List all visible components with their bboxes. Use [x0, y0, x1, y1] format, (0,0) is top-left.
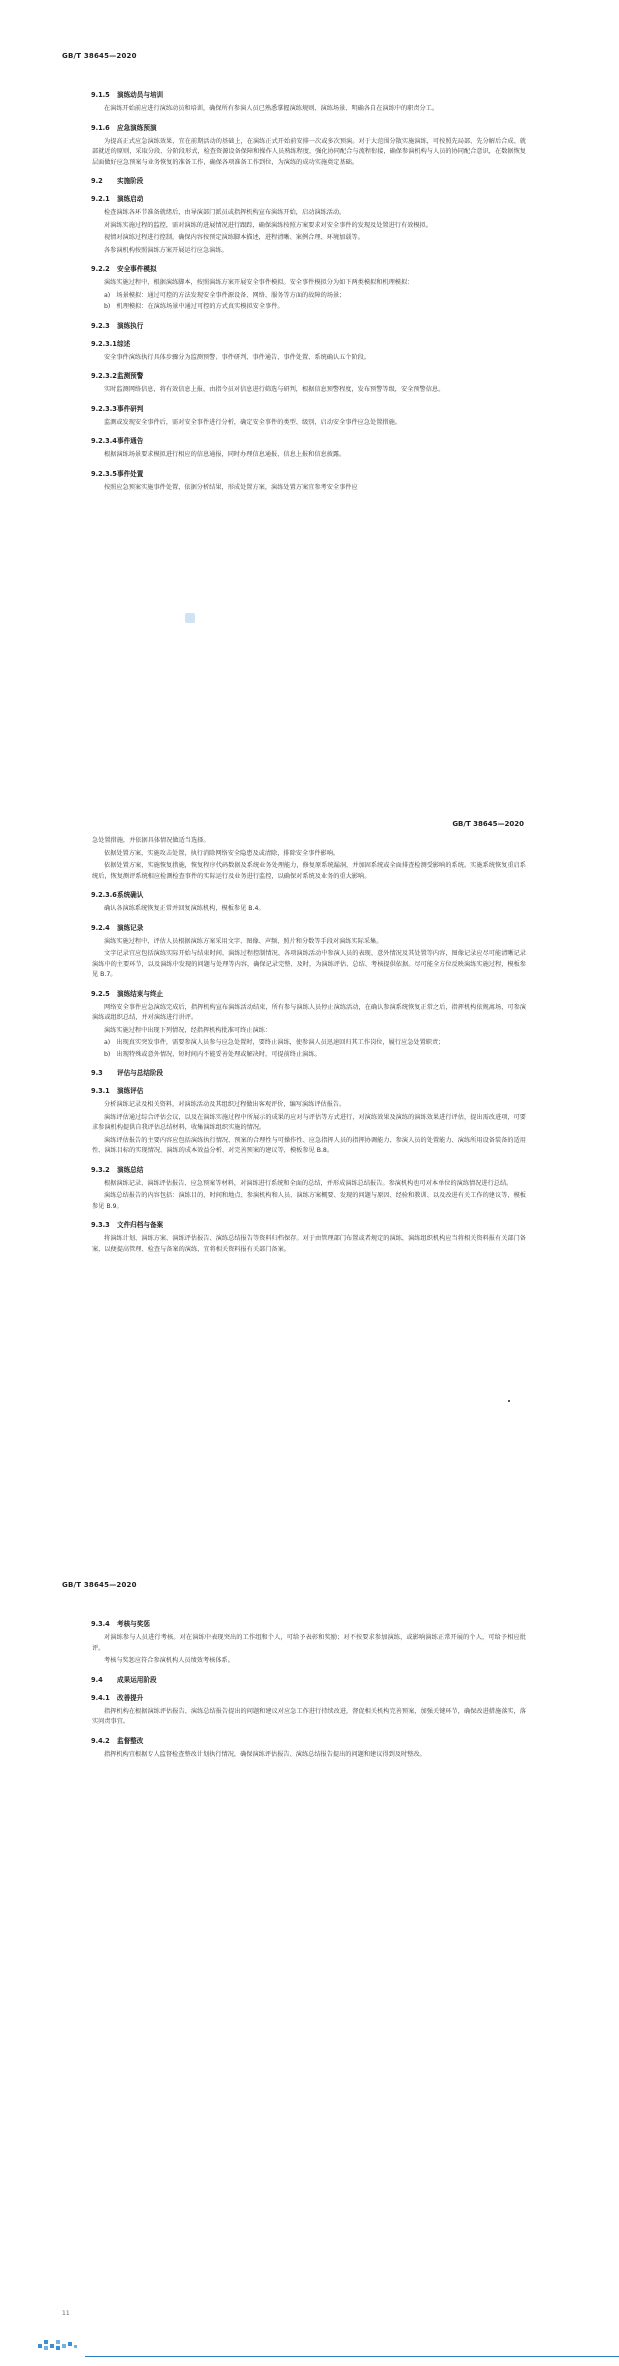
paragraph: 在演练开始前应进行演练动员和培训，确保所有参演人员已熟悉掌握演练规则、演练场景、明确各自在演练中的职责分工。 [104, 105, 439, 112]
section-number: 9.3.2 [91, 1165, 110, 1174]
paragraph: 分析演练记录及相关资料，对演练活动及其组织过程做出客观评价，编写演练评估报告。 [104, 1101, 346, 1108]
section-heading [91, 924, 526, 933]
section-title: 实施阶段 [117, 177, 144, 185]
section-heading [91, 322, 526, 331]
section-title: 文件归档与备案 [117, 1221, 164, 1229]
paragraph: 根据演练场景要求模拟进行相应的信息通报，同时办理信息通报、信息上报和信息披露。 [104, 451, 346, 458]
paragraph: 将演练计划、演练方案、演练评估报告、演练总结报告等资料归档保存。对于由管理部门布置或者规定的演练，演练组织机构应当将相关资料报有关部门备案，以便提高管理、检查与备案的演练，宜将相关资料报有关部门备案。 [92, 1235, 526, 1253]
section-heading [91, 1620, 526, 1629]
paragraph: 根据演练记录、演练评估报告、应急预案等材料，对演练进行系统和全面的总结，并形成演练总结报告。参演机构也可对本单位的演练情况进行总结。 [104, 1179, 513, 1187]
section-heading [91, 124, 526, 133]
list-item: b) 机理模拟：在演练场景中通过可控的方式真实模拟安全事件。 [104, 303, 284, 310]
watermark-mark [185, 613, 195, 623]
section-heading [91, 470, 526, 479]
section-title: 演练启动 [117, 195, 144, 203]
paragraph: 演练实施过程中，评估人员根据演练方案采用文字、图像、声频、照片和分数等手段对演练实际采集。 [104, 937, 383, 945]
paragraph: 检查演练各环节准备就绪后，由导演部门派员或指挥机构宣布演练开始，启动演练活动。 [104, 209, 346, 216]
paragraph: 为提高正式应急演练效果，宜在前期活动的基础上，在演练正式开始前安排一次或多次预演。对于大范围分散实施演练，可按照先局部、先分解后合成、就部就近的原则，采取分段、分阶段形式，检查资源设备保障和操作人员熟练程度，强化协同配合与流程衔接，确保参演机构与人员的协同配合意识，在数据恢复层面做好应急预案与业务恢复的准备工作，确保各项准备工作到位，为演练的成功实施奠定基础。 [92, 137, 526, 166]
publisher-logo [38, 2336, 84, 2356]
section-title: 演练记录 [117, 923, 144, 932]
section-number: 9.3.3 [91, 1221, 110, 1229]
section-title: 综述 [117, 339, 131, 348]
section-number: 9.4 [91, 1675, 103, 1684]
section-title: 事件研判 [117, 404, 144, 413]
page-header: GB/T 38645—2020 [62, 1581, 137, 1589]
section-number: 9.1.5 [91, 91, 110, 99]
section-number: 9.2.1 [91, 195, 110, 203]
paragraph: 指挥机构宜根据专人监督检查整改计划执行情况，确保演练评估报告、演练总结报告提出的问题和建议得到及时整改。 [104, 1750, 426, 1758]
section-title: 应急演练预演 [117, 123, 157, 132]
section-number: 9.4.1 [91, 1693, 110, 1702]
section-number: 9.2 [91, 177, 103, 185]
section-heading [91, 1087, 526, 1096]
page-1 [0, 0, 619, 760]
paragraph: 各参演机构按照演练方案开展运行应急演练。 [104, 246, 228, 254]
section-title: 监督整改 [117, 1736, 144, 1745]
section-heading [91, 372, 526, 381]
section-heading [91, 177, 526, 186]
page-2 [0, 790, 619, 1510]
list-item: a) 场景模拟：通过可控的方法发现安全事件源设备、网络、服务等方面的故障的场景； [104, 291, 346, 299]
section-title: 演练结束与终止 [117, 989, 164, 998]
paragraph: 安全事件演练执行具体步骤分为监测预警、事件研判、事件通告、事件处置、系统确认五个阶段。 [104, 353, 371, 361]
section-number: 9.1.6 [91, 123, 110, 132]
paragraph: 依据处置方案，实施恢复措施，恢复程序代码数据及系统业务处理能力，修复原系统漏洞，并加固系统或全面排查检测受影响的系统。实施系统恢复重启系统后，恢复测评系统相应检测检查事件的实际运行及业务进行监控，以确保对系统及业务的重大影响。 [92, 862, 526, 880]
section-title: 事件通告 [117, 437, 144, 445]
section-title: 演练总结 [117, 1165, 144, 1174]
paragraph: 演练评估通过综合评估会议，以及在演练实施过程中所展示的成果的应对与评估等方式进行，对演练效果及演练的演练效果进行评估，提出需改进项，可要求参演机构提供自我评估总结材料，收集演练组织实施的情况。 [92, 1113, 526, 1131]
section-heading [91, 195, 526, 204]
section-number: 9.4.2 [91, 1736, 110, 1745]
section-heading [91, 405, 526, 414]
section-title: 演练评估 [117, 1087, 144, 1095]
section-number: 9.2.3.6 [91, 891, 117, 899]
section-title: 演练动员与培训 [117, 91, 164, 99]
paragraph: 演练实施过程中出现下列情况，经指挥机构批准可终止演练： [104, 1026, 272, 1034]
footer-rule [85, 2356, 619, 2357]
page-mark [508, 1400, 510, 1402]
paragraph: 监测或发现安全事件后，需对安全事件进行分析，确定安全事件的类型、级别，启动安全事件应急处置措施。 [104, 418, 401, 426]
section-title: 系统确认 [117, 891, 144, 899]
section-title: 监测预警 [117, 372, 144, 380]
section-number: 9.3.1 [91, 1087, 110, 1095]
section-number: 9.2.2 [91, 265, 110, 273]
section-number: 9.2.3.1 [91, 339, 117, 348]
paragraph: 考核与奖惩应符合参演机构人员绩效考核体系。 [104, 1657, 234, 1664]
page-header: GB/T 38645—2020 [452, 820, 524, 828]
paragraph: 按照应急预案实施事件处置，依据分析结果，形成处置方案，演练处置方案宜参考安全事件应 [104, 483, 358, 491]
page-number: 11 [62, 2310, 70, 2317]
section-heading [91, 1676, 526, 1685]
paragraph: 指挥机构在根据演练评估报告、演练总结报告提出的问题和建议对应急工作进行持续改进，督促相关机构完善预案，加强关键环节，确保改进措施落实，落实问责事宜。 [92, 1707, 526, 1725]
paragraph: 对演练参与人员进行考核。对在演练中表现突出的工作组和个人，可给予表彰和奖励；对不按要求参加演练，或影响演练正常开展的个人，可给予相应批评。 [92, 1634, 526, 1652]
paragraph: 演练实施过程中，根据演练脚本，按照演练方案开展安全事件模拟。安全事件模拟分为如下两类模拟和机理模拟： [104, 279, 414, 286]
section-heading [91, 1694, 526, 1703]
paragraph: 演练评估报告的主要内容应包括演练执行情况、预案的合理性与可操作性、应急指挥人员的指挥协调能力、参演人员的处置能力、演练所用设备装备的适用性、演练目标的实现情况、演练的成本效益分析、对完善预案的建议等，模板参见 B.8。 [92, 1136, 526, 1154]
section-title: 成果运用阶段 [117, 1675, 157, 1684]
paragraph: 对演练实施过程的监控，需对演练的进展情况进行跟踪，确保演练按照方案要求对安全事件的发现及处置进行有效模拟。 [104, 221, 432, 229]
section-heading [91, 340, 526, 349]
section-number: 9.2.3 [91, 321, 110, 330]
section-number: 9.2.3.4 [91, 437, 117, 445]
section-heading [91, 1221, 526, 1230]
section-number: 9.3.4 [91, 1620, 110, 1628]
paragraph: 视情对演练过程进行控制，确保内容按预定演练脚本描述，进程清晰、案例合理、环境加载等。 [104, 234, 364, 241]
paragraph: 网络安全事件应急演练完成后，指挥机构宣布演练活动结束，所有参与演练人员停止演练活动，在确认参演系统恢复正常之后，指挥机构依规离场，可参演演练或组织总结，并对演练进行讲评。 [92, 1003, 526, 1021]
section-heading [91, 891, 526, 900]
section-title: 评估与总结阶段 [117, 1069, 164, 1077]
section-title: 事件处置 [117, 469, 144, 478]
section-number: 9.2.3.2 [91, 372, 117, 380]
section-heading [91, 265, 526, 274]
section-heading [91, 1737, 526, 1746]
section-title: 演练执行 [117, 321, 144, 330]
list-item: b) 出现特殊或意外情况，短时间内不能妥善处理或解决时，可提前终止演练。 [104, 1050, 321, 1058]
section-title: 改善提升 [117, 1693, 144, 1702]
section-number: 9.2.3.3 [91, 404, 117, 413]
page-body [92, 1611, 526, 1762]
section-heading [91, 437, 526, 446]
paragraph: 文字记录宜应包括演练实际开始与结束时间、演练过程控制情况、各项演练活动中参演人员的表现、意外情况及其处置等内容，图像记录应尽可能清晰记录演练中的主要环节，以及演练中发现的问题与处理等内容，确保记录完整、及时，为演练评估、总结、考核提供依据。尽可能全方位反映演练实施过程，模板参见 B.7。 [92, 950, 526, 978]
section-heading [91, 990, 526, 999]
page-body [92, 836, 526, 1257]
paragraph: 确认各演练系统恢复正常并回复演练机构，模板参见 B.4。 [104, 905, 265, 912]
section-number: 9.2.5 [91, 989, 110, 998]
section-heading [91, 1069, 526, 1078]
section-number: 9.2.4 [91, 923, 110, 932]
section-number: 9.3 [91, 1069, 103, 1077]
paragraph: 依据处置方案，实施攻击处置，执行消除网络安全隐患及或清除，排除安全事件影响。 [104, 849, 340, 857]
section-number: 9.2.3.5 [91, 469, 117, 478]
section-heading [91, 91, 526, 100]
paragraph-continuation: 急处置措施，并依据具体情况做适当选择。 [92, 837, 210, 844]
paragraph: 实时监测网络信息，将有效信息上报，由指令员对信息进行筛选与研判，根据信息预警程度，发布预警等级，安全预警信息。 [104, 386, 445, 393]
paragraph: 演练总结报告的内容包括：演练目的、时间和地点、参演机构和人员、演练方案概要、发现的问题与原因、经验和教训、以及改进有关工作的建议等，模板参见 B.9。 [92, 1192, 526, 1210]
page-body [92, 82, 526, 495]
list-item: a) 出现真实突发事件，需要参演人员参与应急处置时，要终止演练，使参演人员迅速回归其工作岗位，履行应急处置职责； [104, 1039, 445, 1046]
section-title: 考核与奖惩 [117, 1620, 150, 1628]
page-3 [0, 1545, 619, 2366]
section-heading [91, 1166, 526, 1175]
page-header: GB/T 38645—2020 [62, 52, 137, 60]
section-title: 安全事件模拟 [117, 265, 157, 273]
